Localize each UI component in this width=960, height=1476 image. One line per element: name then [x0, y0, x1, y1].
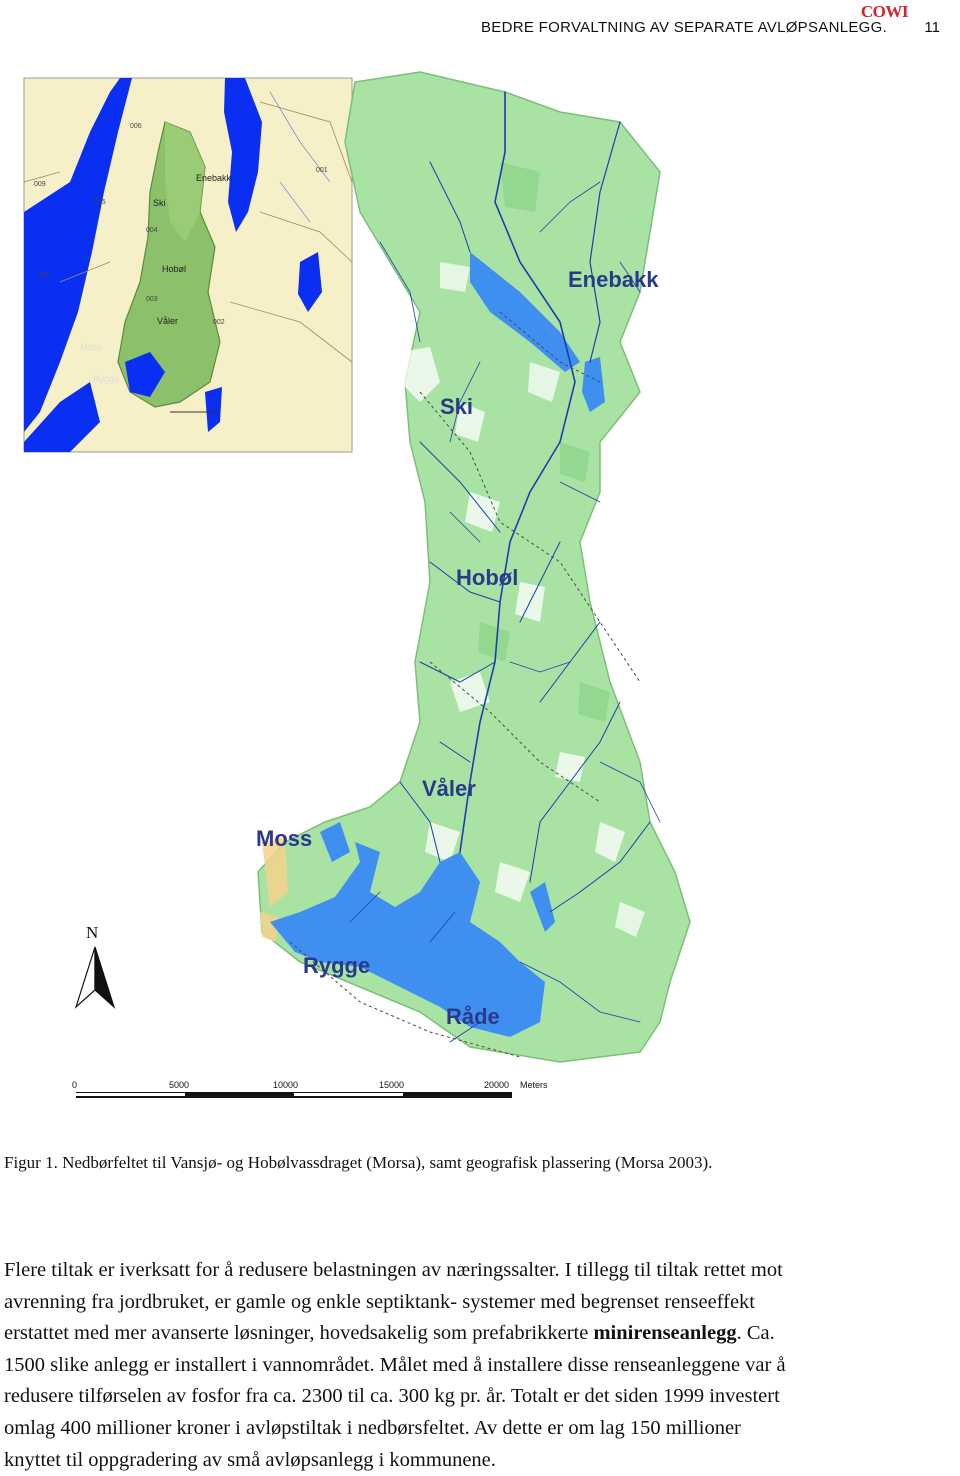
catchment-map: [0, 62, 960, 1122]
label-rygge: Rygge: [303, 953, 371, 978]
inset-code-001: 001: [316, 167, 328, 174]
paragraph-line: 1500 slike anlegg er installert i vannområdet. Målet med å installere disse renseanleggene var å: [4, 1353, 786, 1376]
header-title: BEDRE FORVALTNING AV SEPARATE AVLØPSANLEGG.: [481, 19, 888, 36]
inset-code-016: 016: [38, 272, 50, 279]
inset-map: [24, 78, 352, 452]
inset-label-valer: Våler: [157, 316, 179, 326]
inset-label-enebakk: Enebakk: [196, 173, 232, 183]
scale-bar: [72, 1080, 548, 1098]
label-moss: Moss: [256, 826, 313, 851]
catchment-map-figure: [0, 62, 960, 1122]
paragraph-line: avrenning fra jordbruket, er gamle og enkle septiktank- systemer med begrenset renseeffekt: [4, 1290, 756, 1313]
paragraph-line: Flere tiltak er iverksatt for å redusere belastningen av næringssalter. I tillegg til tiltak rettet mot: [4, 1259, 783, 1281]
north-label: N: [86, 923, 99, 942]
label-hobol: Hobøl: [456, 565, 519, 590]
north-arrow-left: [76, 947, 95, 1007]
inset-label-rygge: Rygge: [93, 374, 120, 384]
paragraph-line: redusere tilførselen av fosfor fra ca. 2300 til ca. 300 kg pr. år. Totalt er det siden 1999 investert: [4, 1385, 780, 1408]
bold-term-minirenseanlegg: minirenseanlegg: [593, 1322, 737, 1345]
figure-caption: Figur 1. Nedbørfeltet til Vansjø- og Hobølvassdraget (Morsa), samt geografisk plassering (Morsa 2003).: [4, 1153, 713, 1172]
scale-label-15000: 15000: [379, 1080, 405, 1090]
inset-code-005: 005: [94, 199, 106, 206]
label-valer: Våler: [422, 776, 476, 801]
scale-label-0: 0: [72, 1080, 78, 1090]
inset-code-009: 009: [34, 181, 46, 188]
inset-code-006: 006: [130, 123, 142, 130]
inset-label-moss: Moss: [80, 342, 102, 352]
scale-unit: Meters: [520, 1080, 548, 1090]
north-arrow-right: [95, 947, 114, 1007]
scale-label-10000: 10000: [273, 1080, 299, 1090]
paragraph-line: knyttet til oppgradering av små avløpsanlegg i kommunene.: [4, 1448, 496, 1471]
inset-code-004: 004: [146, 227, 158, 234]
inset-code-003: 003: [146, 296, 158, 303]
page-number: 11: [924, 19, 940, 36]
inset-label-hobol: Hobøl: [162, 264, 187, 274]
paragraph-line: omlag 400 millioner kroner i avløpstiltak i nedbørsfeltet. Av dette er om lag 150 millioner: [4, 1416, 741, 1439]
label-enebakk: Enebakk: [568, 267, 659, 292]
inset-label-ski: Ski: [153, 198, 166, 208]
north-arrow: [76, 923, 114, 1007]
scale-label-5000: 5000: [169, 1080, 190, 1090]
cowi-logo: COWI: [860, 2, 908, 21]
label-ski: Ski: [440, 394, 474, 419]
body-paragraph: [4, 1255, 954, 1476]
inset-code-002: 002: [213, 319, 225, 326]
scale-label-20000: 20000: [484, 1080, 510, 1090]
label-rade: Råde: [446, 1004, 500, 1029]
paragraph-line: erstattet med mer avanserte løsninger, hovedsakelig som prefabrikkerte minirenseanlegg. Ca.: [4, 1322, 775, 1345]
